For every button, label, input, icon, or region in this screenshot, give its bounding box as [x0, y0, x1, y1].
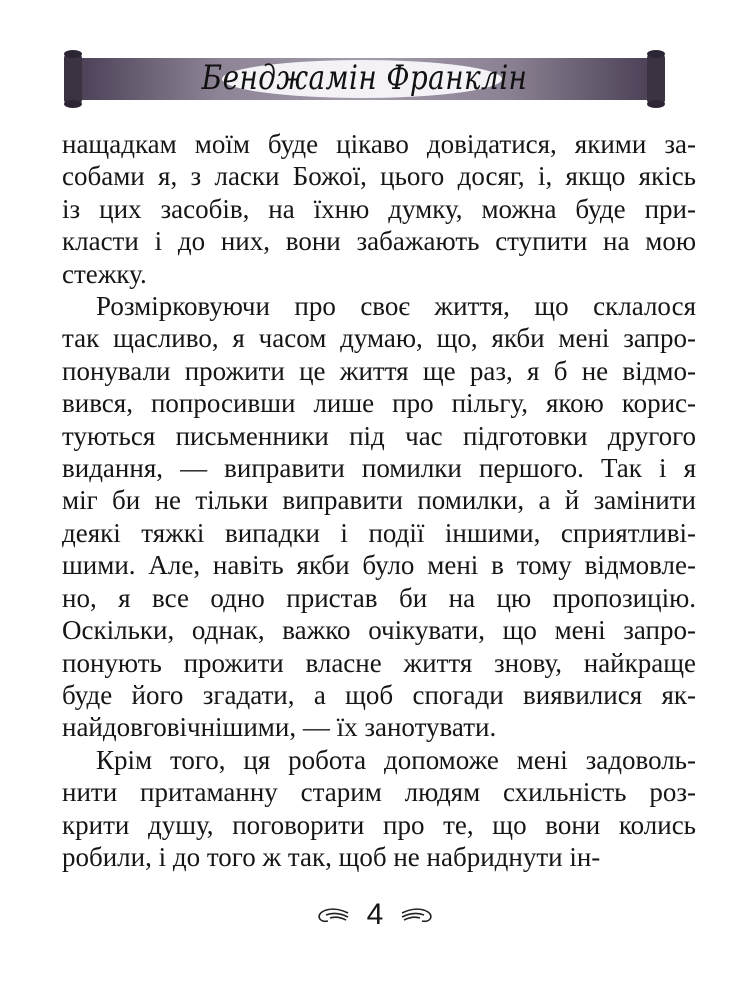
text-line: понують прожити власне життя знову, найкраще: [62, 647, 696, 678]
text-line: нити притаманну старим людям схильність роз-: [62, 777, 696, 808]
body-text: [62, 128, 696, 873]
scroll-banner-header: [62, 50, 667, 108]
text-line: деякі тяжкі випадки і події іншими, сприятливі-: [62, 517, 696, 548]
right-flourish-icon: [400, 906, 434, 926]
left-flourish-icon: [316, 906, 350, 926]
text-line: понували прожити це життя ще раз, я б не відмо-: [62, 355, 696, 386]
text-line: із цих засобів, на їхню думку, можна буде при-: [62, 193, 696, 224]
page-footer: [0, 898, 750, 932]
page-number: 4: [366, 898, 384, 931]
text-line: буде його згадати, а щоб спогади виявилися як-: [62, 679, 696, 710]
text-line: но, я все одно пристав би на цю пропозицію.: [62, 582, 696, 613]
text-line: нащадкам моїм буде цікаво довідатися, якими за-: [62, 129, 696, 159]
text-line: міг би не тільки виправити помилки, а й замінити: [62, 485, 696, 516]
text-line: Оскільки, однак, важко очікувати, що мені запро-: [62, 615, 696, 646]
text-line: крити душу, поговорити про те, що вони колись: [62, 809, 696, 840]
text-line: собами я, з ласки Божої, цього досяг, і, якщо якісь: [62, 161, 696, 192]
text-line: найдовговічнішими, — їх занотувати.: [62, 712, 497, 743]
text-line: робили, і до того ж так, щоб не набриднути ін-: [62, 841, 601, 872]
text-line: стежку.: [62, 258, 147, 289]
text-line: Розмірковуючи про своє життя, що склалося: [96, 291, 696, 322]
text-line: шими. Але, навіть якби було мені в тому відмовле-: [62, 550, 696, 581]
text-line: Крім того, ця робота допоможе мені задоволь-: [96, 744, 696, 775]
text-line: вився, попросивши лише про пільгу, якою корис-: [62, 388, 696, 419]
text-line: видання, — виправити помилки першого. Так і я: [62, 453, 696, 484]
text-line: класти і до них, вони забажають ступити на мою: [62, 226, 696, 257]
text-line: так щасливо, я часом думаю, що, якби мені запро-: [62, 323, 696, 354]
running-header-title: Бенджамін Франклін: [201, 58, 528, 98]
text-line: туються письменники під час підготовки другого: [62, 420, 696, 451]
